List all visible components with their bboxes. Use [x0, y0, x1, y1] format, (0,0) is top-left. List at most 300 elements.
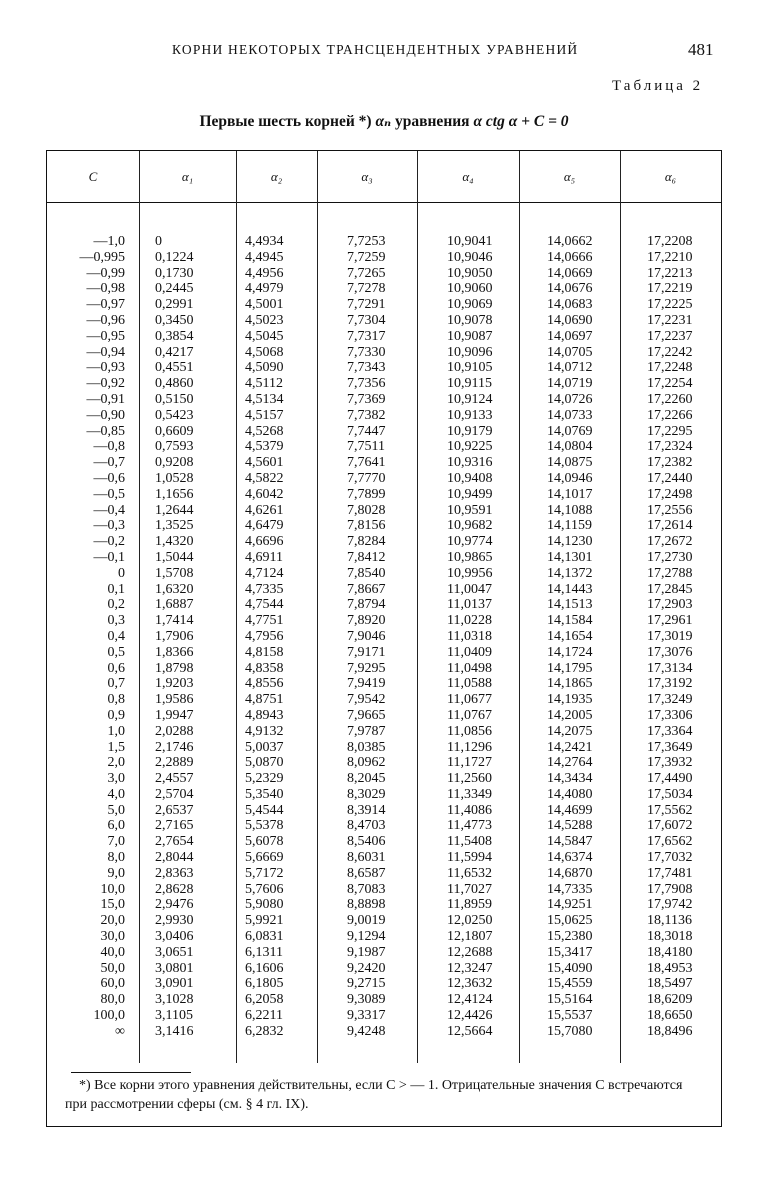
cell-alpha-1: 2,2889 — [155, 755, 194, 771]
cell-c: 50,0 — [100, 960, 125, 976]
cell-c: —1,0 — [93, 234, 125, 249]
cell-alpha-3: 9,1987 — [347, 944, 386, 960]
cell-alpha-5: 15,7080 — [547, 1023, 593, 1039]
cell-alpha-3: 7,7259 — [347, 249, 386, 265]
cell-c: —0,995 — [79, 249, 125, 265]
cell-alpha-4: 10,9078 — [447, 312, 493, 328]
page-header — [0, 40, 768, 64]
cell-alpha-2: 5,6078 — [245, 834, 284, 850]
cell-alpha-6: 18,6209 — [647, 992, 693, 1008]
cell-c: 0,5 — [107, 644, 125, 660]
cell-alpha-3: 9,4248 — [347, 1023, 386, 1039]
cell-alpha-1: 0,2445 — [155, 281, 194, 297]
cell-alpha-6: 17,2324 — [647, 439, 693, 455]
cell-alpha-2: 5,7172 — [245, 865, 284, 881]
cell-c: 0,8 — [107, 692, 125, 708]
cell-alpha-1: 0 — [155, 234, 162, 249]
cell-alpha-1: 2,5704 — [155, 786, 194, 802]
cell-alpha-1: 3,0801 — [155, 960, 194, 976]
cell-c: —0,90 — [86, 407, 125, 423]
cell-alpha-4: 12,5664 — [447, 1023, 493, 1039]
cell-alpha-4: 12,2688 — [447, 944, 493, 960]
cell-alpha-5: 14,1935 — [547, 692, 593, 708]
cell-c: —0,94 — [86, 344, 125, 360]
cell-c: —0,7 — [93, 455, 125, 471]
cell-alpha-3: 7,7447 — [347, 423, 386, 439]
cell-alpha-2: 4,8358 — [245, 660, 284, 676]
cell-alpha-3: 7,8540 — [347, 565, 386, 581]
cell-alpha-1: 1,8366 — [155, 644, 194, 660]
cell-c: —0,6 — [93, 470, 125, 486]
cell-alpha-3: 8,0962 — [347, 755, 386, 771]
cell-alpha-2: 4,7335 — [245, 581, 284, 597]
cell-alpha-5: 14,0726 — [547, 391, 593, 407]
cell-c: 60,0 — [100, 976, 125, 992]
cell-c: —0,93 — [86, 360, 125, 376]
cell-alpha-1: 1,1656 — [155, 486, 194, 502]
cell-alpha-4: 11,0677 — [447, 692, 492, 708]
cell-c: 0 — [118, 565, 125, 581]
cell-alpha-6: 17,2845 — [647, 581, 693, 597]
cell-alpha-3: 7,7278 — [347, 281, 386, 297]
cell-alpha-4: 10,9774 — [447, 534, 493, 550]
cell-c: 7,0 — [107, 834, 125, 850]
cell-alpha-4: 11,3349 — [447, 786, 492, 802]
cell-alpha-5: 14,2421 — [547, 739, 593, 755]
cell-alpha-4: 11,8959 — [447, 897, 492, 913]
cell-alpha-1: 2,4557 — [155, 771, 194, 787]
cell-alpha-3: 9,3089 — [347, 992, 386, 1008]
cell-alpha-1: 3,1105 — [155, 1008, 193, 1024]
cell-c: —0,3 — [93, 518, 125, 534]
cell-alpha-6: 17,3364 — [647, 723, 693, 739]
cell-alpha-1: 0,1730 — [155, 265, 194, 281]
cell-alpha-2: 4,5268 — [245, 423, 284, 439]
cell-alpha-6: 18,4180 — [647, 944, 693, 960]
running-head: КОРНИ НЕКОТОРЫХ ТРАНСЦЕНДЕНТНЫХ УРАВНЕНИЙ — [172, 42, 579, 57]
cell-alpha-3: 7,7511 — [347, 439, 385, 455]
cell-alpha-6: 17,2219 — [647, 281, 693, 297]
cell-c: 10,0 — [100, 881, 125, 897]
cell-alpha-1: 1,9947 — [155, 707, 194, 723]
cell-alpha-6: 17,2260 — [647, 391, 693, 407]
cell-alpha-1: 1,7414 — [155, 613, 194, 629]
cell-alpha-3: 7,7330 — [347, 344, 386, 360]
cell-alpha-2: 4,4934 — [245, 234, 284, 249]
cell-alpha-5: 15,4090 — [547, 960, 593, 976]
cell-alpha-2: 4,6696 — [245, 534, 284, 550]
column-rule — [139, 151, 140, 1063]
cell-alpha-4: 10,9133 — [447, 407, 493, 423]
cell-alpha-3: 7,9419 — [347, 676, 386, 692]
cell-alpha-5: 14,0804 — [547, 439, 593, 455]
cell-alpha-2: 4,7956 — [245, 628, 284, 644]
cell-alpha-3: 8,5406 — [347, 834, 386, 850]
cell-alpha-5: 14,1724 — [547, 644, 593, 660]
cell-alpha-1: 1,0528 — [155, 470, 194, 486]
cell-alpha-1: 1,5708 — [155, 565, 194, 581]
cell-alpha-5: 14,0705 — [547, 344, 593, 360]
cell-alpha-5: 14,4080 — [547, 786, 593, 802]
cell-alpha-4: 12,1807 — [447, 929, 493, 945]
cell-alpha-2: 5,5378 — [245, 818, 284, 834]
table-label: Таблица 2 — [612, 78, 704, 94]
cell-alpha-4: 10,9225 — [447, 439, 493, 455]
cell-alpha-6: 17,2254 — [647, 376, 693, 392]
cell-c: —0,97 — [86, 297, 125, 313]
cell-alpha-6: 17,6562 — [647, 834, 693, 850]
cell-alpha-5: 14,6374 — [547, 850, 593, 866]
cell-c: —0,96 — [86, 312, 125, 328]
cell-alpha-1: 0,7593 — [155, 439, 194, 455]
cell-alpha-6: 17,7032 — [647, 850, 693, 866]
cell-alpha-6: 17,2210 — [647, 249, 693, 265]
cell-alpha-4: 10,9865 — [447, 549, 493, 565]
cell-alpha-2: 6,1311 — [245, 944, 283, 960]
cell-alpha-2: 4,6479 — [245, 518, 284, 534]
cell-alpha-6: 17,7481 — [647, 865, 693, 881]
cell-c: ∞ — [115, 1023, 125, 1039]
cell-alpha-2: 4,7751 — [245, 613, 284, 629]
column-header: α₆ — [664, 169, 677, 184]
cell-alpha-4: 11,0318 — [447, 628, 492, 644]
cell-alpha-3: 7,7641 — [347, 455, 386, 471]
cell-alpha-1: 0,1224 — [155, 249, 194, 265]
cell-alpha-2: 4,5157 — [245, 407, 284, 423]
cell-alpha-2: 5,4544 — [245, 802, 284, 818]
cell-alpha-1: 0,3854 — [155, 328, 194, 344]
caption-equation: α ctg α + C = 0 — [473, 113, 569, 130]
cell-c: —0,8 — [93, 439, 125, 455]
cell-alpha-4: 12,4426 — [447, 1008, 493, 1024]
cell-alpha-5: 15,5537 — [547, 1008, 593, 1024]
cell-c: —0,5 — [93, 486, 125, 502]
cell-alpha-4: 10,9115 — [447, 376, 492, 392]
cell-c: 80,0 — [100, 992, 125, 1008]
cell-alpha-1: 1,3525 — [155, 518, 194, 534]
page-number: 481 — [688, 40, 714, 59]
cell-alpha-3: 8,3029 — [347, 786, 386, 802]
cell-alpha-3: 8,4703 — [347, 818, 386, 834]
cell-alpha-3: 9,1294 — [347, 929, 386, 945]
cell-alpha-6: 17,2225 — [647, 297, 693, 313]
cell-alpha-1: 3,1416 — [155, 1023, 194, 1039]
cell-alpha-6: 18,3018 — [647, 929, 693, 945]
caption-alpha-n: αₙ — [375, 113, 392, 130]
cell-alpha-5: 14,0666 — [547, 249, 593, 265]
cell-alpha-6: 17,4490 — [647, 771, 693, 787]
cell-alpha-6: 17,3076 — [647, 644, 693, 660]
cell-c: 20,0 — [100, 913, 125, 929]
cell-alpha-5: 14,1088 — [547, 502, 593, 518]
cell-alpha-4: 11,4086 — [447, 802, 492, 818]
cell-alpha-2: 4,4979 — [245, 281, 284, 297]
cell-alpha-4: 12,3632 — [447, 976, 493, 992]
cell-alpha-2: 4,5601 — [245, 455, 284, 471]
cell-alpha-2: 4,5134 — [245, 391, 284, 407]
cell-alpha-3: 7,9295 — [347, 660, 386, 676]
caption-middle: уравнения — [391, 113, 474, 130]
cell-alpha-1: 0,2991 — [155, 297, 194, 313]
table-caption — [0, 111, 768, 131]
cell-alpha-5: 14,1159 — [547, 518, 592, 534]
cell-alpha-2: 4,5090 — [245, 360, 284, 376]
cell-alpha-5: 14,0690 — [547, 312, 593, 328]
cell-alpha-5: 14,0683 — [547, 297, 593, 313]
cell-alpha-6: 17,2242 — [647, 344, 693, 360]
cell-alpha-2: 4,8556 — [245, 676, 284, 692]
cell-alpha-1: 0,3450 — [155, 312, 194, 328]
cell-alpha-4: 11,7027 — [447, 881, 492, 897]
cell-alpha-2: 4,9132 — [245, 723, 284, 739]
cell-alpha-3: 7,7382 — [347, 407, 386, 423]
cell-alpha-6: 17,5034 — [647, 786, 693, 802]
cell-alpha-3: 8,0385 — [347, 739, 386, 755]
cell-alpha-4: 11,0588 — [447, 676, 492, 692]
cell-c: 4,0 — [107, 786, 125, 802]
cell-c: 5,0 — [107, 802, 125, 818]
cell-c: 0,4 — [107, 628, 125, 644]
cell-alpha-4: 11,1727 — [447, 755, 492, 771]
cell-c: 6,0 — [107, 818, 125, 834]
cell-alpha-2: 4,7124 — [245, 565, 284, 581]
cell-alpha-3: 7,8667 — [347, 581, 386, 597]
cell-alpha-3: 7,8412 — [347, 549, 386, 565]
cell-alpha-5: 14,0719 — [547, 376, 593, 392]
cell-alpha-3: 9,0019 — [347, 913, 386, 929]
cell-alpha-1: 1,8798 — [155, 660, 194, 676]
cell-alpha-6: 18,6650 — [647, 1008, 693, 1024]
cell-alpha-1: 3,1028 — [155, 992, 194, 1008]
cell-alpha-1: 1,6320 — [155, 581, 194, 597]
cell-alpha-4: 10,9087 — [447, 328, 493, 344]
cell-alpha-6: 17,2213 — [647, 265, 693, 281]
cell-alpha-2: 5,2329 — [245, 771, 284, 787]
cell-alpha-6: 18,8496 — [647, 1023, 693, 1039]
footnote-rule — [71, 1072, 191, 1073]
cell-alpha-5: 14,1230 — [547, 534, 593, 550]
cell-alpha-6: 18,4953 — [647, 960, 693, 976]
cell-alpha-3: 8,6587 — [347, 865, 386, 881]
cell-alpha-1: 3,0406 — [155, 929, 194, 945]
cell-c: 1,5 — [107, 739, 125, 755]
cell-alpha-5: 14,0697 — [547, 328, 593, 344]
cell-alpha-6: 17,2672 — [647, 534, 693, 550]
cell-alpha-2: 4,8158 — [245, 644, 284, 660]
cell-alpha-1: 0,4860 — [155, 376, 194, 392]
cell-alpha-4: 10,9499 — [447, 486, 493, 502]
cell-alpha-6: 17,2903 — [647, 597, 693, 613]
cell-alpha-5: 14,0669 — [547, 265, 593, 281]
cell-alpha-2: 4,7544 — [245, 597, 284, 613]
cell-alpha-2: 6,2058 — [245, 992, 284, 1008]
cell-alpha-5: 14,1795 — [547, 660, 593, 676]
cell-alpha-5: 14,5288 — [547, 818, 593, 834]
cell-alpha-2: 4,4945 — [245, 249, 284, 265]
cell-alpha-2: 5,9921 — [245, 913, 284, 929]
cell-alpha-6: 17,2231 — [647, 312, 693, 328]
cell-alpha-3: 7,7291 — [347, 297, 386, 313]
cell-alpha-2: 6,2211 — [245, 1008, 283, 1024]
cell-alpha-3: 7,8794 — [347, 597, 386, 613]
cell-alpha-5: 14,9251 — [547, 897, 593, 913]
cell-alpha-3: 7,8028 — [347, 502, 386, 518]
column-header: α₅ — [563, 169, 576, 184]
column-rule — [620, 151, 621, 1063]
cell-alpha-5: 15,3417 — [547, 944, 593, 960]
cell-alpha-1: 0,5150 — [155, 391, 194, 407]
cell-alpha-5: 14,2764 — [547, 755, 593, 771]
cell-c: —0,85 — [86, 423, 125, 439]
cell-alpha-6: 18,5497 — [647, 976, 693, 992]
cell-c: 0,1 — [107, 581, 125, 597]
cell-alpha-1: 2,8628 — [155, 881, 194, 897]
column-rule — [317, 151, 318, 1063]
cell-alpha-2: 4,5822 — [245, 470, 284, 486]
caption-text: Первые шесть корней *) — [199, 113, 376, 130]
column-header: α₃ — [361, 169, 373, 184]
cell-alpha-1: 0,6609 — [155, 423, 194, 439]
cell-alpha-3: 7,7253 — [347, 234, 386, 249]
cell-c: 40,0 — [100, 944, 125, 960]
cell-alpha-2: 4,5112 — [245, 376, 283, 392]
cell-alpha-5: 14,1584 — [547, 613, 593, 629]
cell-alpha-4: 11,4773 — [447, 818, 492, 834]
cell-alpha-5: 15,2380 — [547, 929, 593, 945]
cell-alpha-3: 7,7343 — [347, 360, 386, 376]
cell-alpha-5: 14,0712 — [547, 360, 593, 376]
cell-alpha-6: 17,2788 — [647, 565, 693, 581]
cell-alpha-3: 7,9542 — [347, 692, 386, 708]
cell-alpha-1: 0,9208 — [155, 455, 194, 471]
cell-alpha-2: 6,0831 — [245, 929, 284, 945]
cell-alpha-2: 4,5379 — [245, 439, 284, 455]
cell-alpha-6: 17,3306 — [647, 707, 693, 723]
cell-c: —0,2 — [93, 534, 125, 550]
cell-c: 15,0 — [100, 897, 125, 913]
cell-alpha-6: 17,2237 — [647, 328, 693, 344]
cell-alpha-3: 8,3914 — [347, 802, 386, 818]
cell-c: —0,99 — [86, 265, 125, 281]
cell-c: 3,0 — [107, 771, 125, 787]
cell-alpha-2: 5,7606 — [245, 881, 284, 897]
cell-alpha-6: 17,5562 — [647, 802, 693, 818]
cell-alpha-4: 11,0137 — [447, 597, 492, 613]
roots-table — [46, 150, 722, 1063]
cell-alpha-1: 2,7654 — [155, 834, 194, 850]
footnote: *) Все корни этого уравнения действительны, если C > — 1. Отрицательные значения C встречаются при рассмотрении сферы (см. § 4 гл. IX). — [65, 1078, 683, 1112]
cell-alpha-5: 14,0946 — [547, 470, 593, 486]
cell-alpha-6: 17,2440 — [647, 470, 693, 486]
cell-alpha-1: 2,9476 — [155, 897, 194, 913]
cell-alpha-2: 4,8751 — [245, 692, 284, 708]
column-rule — [236, 151, 237, 1063]
cell-alpha-2: 5,3540 — [245, 786, 284, 802]
cell-alpha-4: 10,9682 — [447, 518, 493, 534]
cell-alpha-2: 5,9080 — [245, 897, 284, 913]
cell-alpha-6: 17,2295 — [647, 423, 693, 439]
cell-alpha-4: 10,9591 — [447, 502, 493, 518]
cell-alpha-6: 17,9742 — [647, 897, 693, 913]
cell-alpha-1: 2,8363 — [155, 865, 194, 881]
cell-alpha-4: 10,9408 — [447, 470, 493, 486]
cell-alpha-5: 14,2075 — [547, 723, 593, 739]
cell-alpha-2: 6,1805 — [245, 976, 284, 992]
cell-alpha-3: 7,9046 — [347, 628, 386, 644]
cell-c: 8,0 — [107, 850, 125, 866]
cell-alpha-5: 14,0769 — [547, 423, 593, 439]
cell-alpha-2: 4,5068 — [245, 344, 284, 360]
cell-alpha-1: 1,2644 — [155, 502, 194, 518]
cell-alpha-3: 8,6031 — [347, 850, 386, 866]
cell-alpha-6: 17,2556 — [647, 502, 693, 518]
cell-alpha-2: 4,6042 — [245, 486, 284, 502]
cell-alpha-4: 11,2560 — [447, 771, 492, 787]
cell-alpha-3: 8,2045 — [347, 771, 386, 787]
cell-c: 0,2 — [107, 597, 125, 613]
cell-alpha-4: 10,9316 — [447, 455, 493, 471]
cell-c: 30,0 — [100, 929, 125, 945]
cell-alpha-1: 2,0288 — [155, 723, 194, 739]
cell-alpha-4: 11,0228 — [447, 613, 492, 629]
cell-alpha-5: 14,5847 — [547, 834, 593, 850]
cell-alpha-6: 17,3249 — [647, 692, 693, 708]
cell-alpha-6: 17,6072 — [647, 818, 693, 834]
cell-alpha-3: 9,2715 — [347, 976, 386, 992]
cell-alpha-1: 2,8044 — [155, 850, 194, 866]
cell-alpha-5: 14,1654 — [547, 628, 593, 644]
cell-c: 0,9 — [107, 707, 125, 723]
cell-c: 0,3 — [107, 613, 125, 629]
cell-alpha-1: 3,0651 — [155, 944, 194, 960]
cell-alpha-4: 10,9046 — [447, 249, 493, 265]
cell-alpha-4: 11,0409 — [447, 644, 492, 660]
cell-alpha-3: 7,7265 — [347, 265, 386, 281]
cell-alpha-4: 11,0767 — [447, 707, 492, 723]
cell-alpha-5: 14,0662 — [547, 234, 593, 249]
cell-alpha-3: 7,7317 — [347, 328, 386, 344]
cell-alpha-4: 10,9060 — [447, 281, 493, 297]
cell-alpha-4: 11,5994 — [447, 850, 492, 866]
cell-alpha-3: 7,9665 — [347, 707, 386, 723]
cell-alpha-5: 14,1301 — [547, 549, 593, 565]
cell-alpha-5: 14,0875 — [547, 455, 593, 471]
cell-alpha-5: 15,5164 — [547, 992, 593, 1008]
cell-alpha-4: 11,5408 — [447, 834, 492, 850]
cell-alpha-6: 17,3192 — [647, 676, 693, 692]
column-rule — [519, 151, 520, 1063]
footnote-box — [46, 1062, 722, 1127]
cell-alpha-1: 2,6537 — [155, 802, 194, 818]
cell-alpha-3: 8,8898 — [347, 897, 386, 913]
cell-alpha-2: 4,5045 — [245, 328, 284, 344]
cell-alpha-4: 10,9050 — [447, 265, 493, 281]
cell-c: 1,0 — [107, 723, 125, 739]
cell-alpha-3: 7,8284 — [347, 534, 386, 550]
cell-alpha-6: 17,3134 — [647, 660, 693, 676]
cell-alpha-5: 14,1443 — [547, 581, 593, 597]
column-rule — [417, 151, 418, 1063]
cell-alpha-5: 14,1865 — [547, 676, 593, 692]
cell-alpha-4: 11,1296 — [447, 739, 492, 755]
cell-c: —0,1 — [93, 549, 125, 565]
cell-c: —0,95 — [86, 328, 125, 344]
cell-alpha-5: 15,0625 — [547, 913, 593, 929]
cell-c: —0,92 — [86, 376, 125, 392]
cell-alpha-1: 1,6887 — [155, 597, 194, 613]
cell-alpha-4: 10,9041 — [447, 234, 493, 249]
cell-alpha-2: 5,0037 — [245, 739, 284, 755]
